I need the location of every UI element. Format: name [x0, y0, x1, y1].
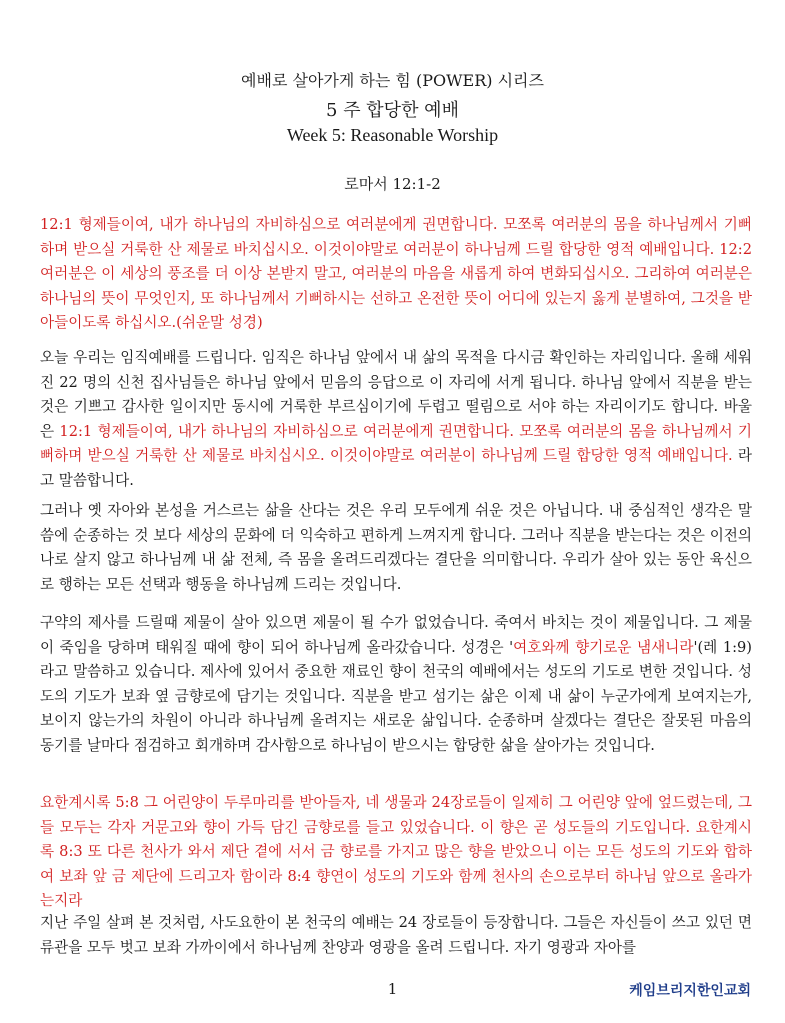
- inline-scripture-quote: 12:1 형제들이여, 내가 하나님의 자비하심으로 여러분에게 권면합니다. 모쪼록 여러분의 몸을 하나님께서 기뻐하며 받으실 거룩한 산 제물로 바치십시오. 이것이야말로 여러분이 하나님께 드릴 합당한 영적 예배입니다.: [40, 422, 752, 465]
- body-paragraph-old-self: 그러나 옛 자아와 본성을 거스르는 삶을 산다는 것은 우리 모두에게 쉬운 것은 아닙니다. 내 중심적인 생각은 말씀에 순종하는 것 보다 세상의 문화에 더 익숙하고 편하게 느껴지게 합니다. 그러나 직분을 받는다는 것은 이전의 나로 살지 않고 하나님께 내 삶 전체, 즉 몸을 올려드리겠다는 결단을 의미합니다. 우리가 살아 있는 동안 육신으로 행하는 모든 선택과 행동을 하나님께 드리는 것입니다.: [40, 502, 752, 593]
- body-paragraph-sacrifice: [40, 611, 752, 759]
- scripture-passage: 12:1 형제들이여, 내가 하나님의 자비하심으로 여러분에게 권면합니다. 모쪼록 여러분의 몸을 하나님께서 기뻐하며 받으실 거룩한 산 제물로 바치십시오. 이것이야말로 여러분이 하나님께 드릴 합당한 영적 예배입니다. 12:2 여러분은 이 세상의 풍조를 더 이상 본받지 말고, 여러분의 마음을 새롭게 하여 변화되십시오. 그리하여 여러분은 하나님의 뜻이 무엇인지, 또 하나님께서 기뻐하시는 선하고 온전한 뜻이 어디에 있는지 옳게 분별하여, 그것을 받아들이도록 하십시오.(쉬운말 성경): [40, 216, 752, 332]
- series-title: 예배로 살아가게 하는 힘 (POWER) 시리즈: [241, 71, 544, 90]
- paragraph-text: 라고 말씀합니다.: [40, 447, 752, 489]
- paragraph-text: '(레 1:9)라고 말씀하고 있습니다. 제사에 있어서 중요한 재료인 향이 천국의 예배에서는 성도의 기도로 변한 것입니다. 성도의 기도가 보좌 옆 금향로에 담기는 것입니다. 직분을 받고 섬기는 삶은 이제 내 삶이 누군가에게 보여지는가, 보이지 않는가의 차원이 아니라 하나님께 올려지는 새로운 삶입니다. 순종하며 살겠다는 결단은 잘못된 마음의 동기를 날마다 점검하고 회개하며 감사함으로 하나님이 받으시는 합당한 삶을 살아가는 것입니다.: [40, 638, 753, 754]
- revelation-passage: 요한계시록 5:8 그 어린양이 두루마리를 받아들자, 네 생물과 24장로들이 일제히 그 어린양 앞에 엎드렸는데, 그들 모두는 각자 거문고와 향이 가득 담긴 금향로를 들고 있었습니다. 이 향은 곧 성도들의 기도입니다. 요한계시록 8:3 또 다른 천사가 와서 제단 곁에 서서 금 향로를 가지고 많은 향을 받았으니 이는 모든 성도의 기도와 합하여 보좌 앞 금 제단에 드리고자 함이라 8:4 향연이 성도의 기도와 함께 천사의 손으로부터 하나님 앞으로 올라가는지라: [40, 794, 752, 910]
- paragraph-text: 오늘 우리는 임직예배를 드립니다. 임직은 하나님 앞에서 내 삶의 목적을 다시금 확인하는 자리입니다. 올해 세워진 22 명의 신천 집사님들은 하나님 앞에서 믿음의 응답으로 이 자리에 서게 됩니다. 하나님 앞에서 직분을 받는 것은 기쁘고 감사한 일이지만 동시에 거룩한 부르심이기에 두렵고 떨림으로 서야 하는 자리이기도 합니다. 바울은: [40, 349, 752, 440]
- paragraph-text: 구약의 제사를 드릴때 제물이 살아 있으면 제물이 될 수가 없었습니다. 죽여서 바치는 것이 제물입니다. 그 제물이 죽임을 당하며 태워질 때에 향이 되어 하나님께 올라갔습니다. 성경은 ': [40, 614, 752, 656]
- sermon-title-korean: 5 주 합당한 예배: [326, 100, 459, 121]
- inline-scripture-quote: 여호와께 향기로운 냄새니라: [513, 638, 694, 656]
- sermon-title-english: Week 5: Reasonable Worship: [286, 125, 499, 145]
- page-number: 1: [387, 980, 398, 998]
- body-paragraph-elders: 지난 주일 살펴 본 것처럼, 사도요한이 본 천국의 예배는 24 장로들이 등장합니다. 그들은 자신들이 쓰고 있던 면류관을 모두 벗고 보좌 가까이에서 하나님께 찬양과 영광을 올려 드립니다. 자기 영광과 자아를: [40, 914, 752, 956]
- scripture-reference: 로마서 12:1-2: [344, 175, 441, 193]
- body-paragraph-ordination: [40, 346, 752, 494]
- church-name: 케임브리지한인교회: [629, 983, 751, 999]
